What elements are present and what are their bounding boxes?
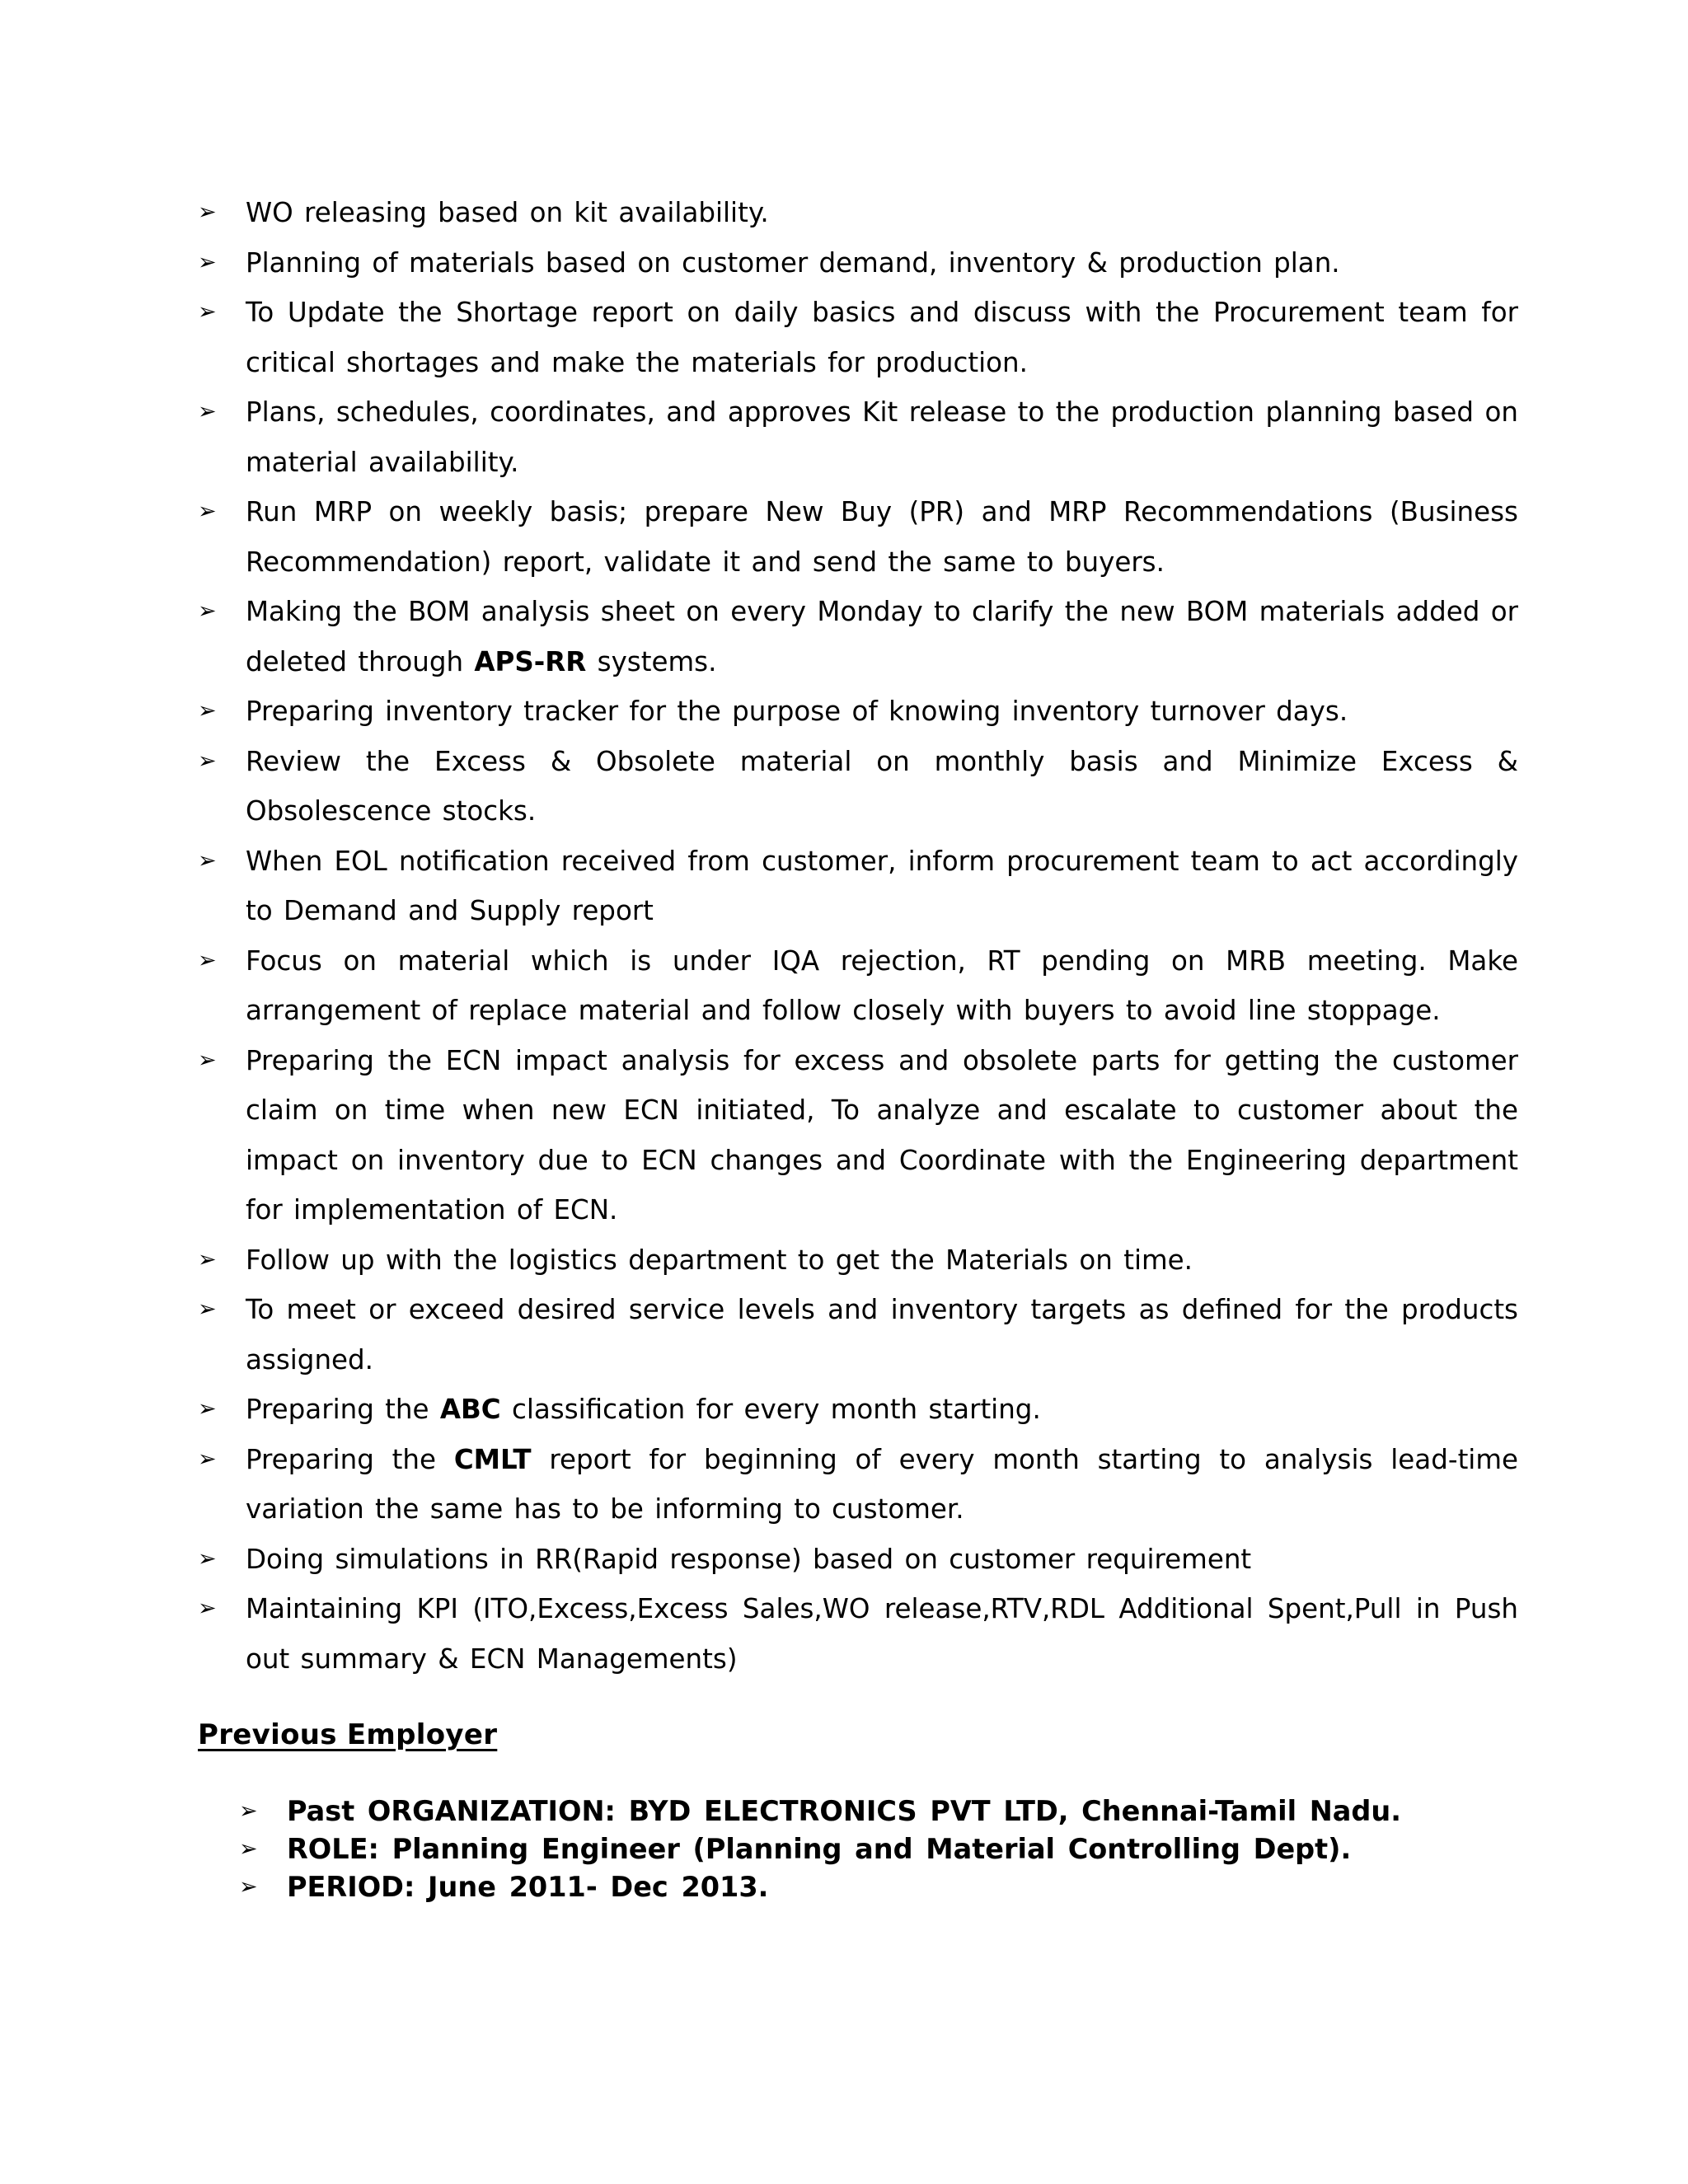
list-item-text: Planning of materials based on customer demand, inventory & production plan. bbox=[246, 246, 1340, 279]
list-item bbox=[198, 387, 1518, 487]
list-item bbox=[198, 238, 1518, 288]
arrow-bullet-icon: ➢ bbox=[198, 1047, 217, 1073]
list-item bbox=[198, 487, 1518, 587]
list-item bbox=[198, 1435, 1518, 1535]
arrow-bullet-icon: ➢ bbox=[198, 1545, 217, 1572]
list-item bbox=[198, 936, 1518, 1036]
arrow-bullet-icon: ➢ bbox=[198, 748, 217, 774]
list-item-text: Preparing the ECN impact analysis for excess and obsolete parts for getting the customer claim on time when new ECN initiated, To analyze and escalate to customer about the impact on inventory due to ECN changes and Coordinate with the Engineering department for implementation of ECN. bbox=[246, 1044, 1518, 1226]
list-item bbox=[198, 837, 1518, 936]
arrow-bullet-icon: ➢ bbox=[239, 1798, 258, 1824]
arrow-bullet-icon: ➢ bbox=[239, 1874, 258, 1900]
text-segment: Preparing the bbox=[246, 1394, 440, 1425]
arrow-bullet-icon: ➢ bbox=[198, 847, 217, 874]
list-item-text: Focus on material which is under IQA rejection, RT pending on MRB meeting. Make arrangement of replace material and follow closely with buyers to avoid line stoppage. bbox=[246, 944, 1518, 1026]
text-segment: Making the BOM analysis sheet on every Monday to clarify the new BOM materials added or deleted through bbox=[246, 596, 1518, 677]
arrow-bullet-icon: ➢ bbox=[198, 199, 217, 225]
list-item bbox=[198, 587, 1518, 687]
arrow-bullet-icon: ➢ bbox=[198, 249, 217, 275]
arrow-bullet-icon: ➢ bbox=[198, 399, 217, 424]
arrow-bullet-icon: ➢ bbox=[198, 947, 217, 973]
list-item-text: Plans, schedules, coordinates, and approves Kit release to the production planning based on material availability. bbox=[246, 396, 1518, 478]
list-item-text bbox=[246, 1444, 1518, 1526]
text-segment: report for beginning of every month starting to analysis lead-time variation the same has to be informing to customer. bbox=[246, 1443, 1518, 1525]
employer-period bbox=[239, 1868, 1401, 1906]
list-item bbox=[198, 737, 1518, 837]
previous-employer-list bbox=[239, 1793, 1401, 1906]
arrow-bullet-icon: ➢ bbox=[198, 499, 217, 524]
text-segment: Preparing the bbox=[246, 1443, 454, 1475]
arrow-bullet-icon: ➢ bbox=[198, 1296, 217, 1322]
arrow-bullet-icon: ➢ bbox=[198, 1396, 217, 1422]
list-item-text: When EOL notification received from customer, inform procurement team to act accordingly to Demand and Supply report bbox=[246, 845, 1518, 926]
list-item-text: To meet or exceed desired service levels and inventory targets as defined for the products assigned. bbox=[246, 1294, 1518, 1376]
list-item-text: Follow up with the logistics department to get the Materials on time. bbox=[246, 1244, 1193, 1276]
text-segment: classification for every month starting. bbox=[500, 1394, 1041, 1425]
employer-organization bbox=[239, 1793, 1401, 1830]
previous-employer-heading: Previous Employer bbox=[198, 1718, 498, 1751]
employer-role-text: ROLE: Planning Engineer (Planning and Material Controlling Dept). bbox=[287, 1833, 1352, 1865]
list-item bbox=[198, 1036, 1518, 1235]
list-item-text: WO releasing based on kit availability. bbox=[246, 197, 769, 228]
employer-organization-text: Past ORGANIZATION: BYD ELECTRONICS PVT LTD, Chennai-Tamil Nadu. bbox=[287, 1795, 1401, 1827]
list-item bbox=[198, 1285, 1518, 1385]
list-item bbox=[198, 687, 1518, 737]
list-item bbox=[198, 1535, 1518, 1585]
bold-term: APS-RR bbox=[474, 645, 587, 677]
list-item-text bbox=[246, 596, 1518, 677]
arrow-bullet-icon: ➢ bbox=[198, 598, 217, 624]
responsibilities-list bbox=[198, 188, 1518, 1684]
bold-term: ABC bbox=[439, 1394, 501, 1425]
arrow-bullet-icon: ➢ bbox=[239, 1836, 258, 1862]
employer-period-text: PERIOD: June 2011- Dec 2013. bbox=[287, 1871, 769, 1903]
arrow-bullet-icon: ➢ bbox=[198, 698, 217, 724]
list-item bbox=[198, 1385, 1518, 1435]
arrow-bullet-icon: ➢ bbox=[198, 1446, 217, 1472]
employer-role bbox=[239, 1830, 1401, 1868]
arrow-bullet-icon: ➢ bbox=[198, 1596, 217, 1621]
list-item-text: Doing simulations in RR(Rapid response) based on customer requirement bbox=[246, 1543, 1252, 1575]
bold-term: CMLT bbox=[453, 1443, 532, 1475]
text-segment: systems. bbox=[586, 645, 717, 677]
list-item-text: To Update the Shortage report on daily basics and discuss with the Procurement team for critical shortages and make the materials for production. bbox=[246, 297, 1518, 378]
arrow-bullet-icon: ➢ bbox=[198, 1246, 217, 1272]
list-item-text: Maintaining KPI (ITO,Excess,Excess Sales,WO release,RTV,RDL Additional Spent,Pull in Push out summary & ECN Managements) bbox=[246, 1593, 1518, 1675]
list-item bbox=[198, 188, 1518, 238]
list-item-text bbox=[246, 1394, 1041, 1425]
arrow-bullet-icon: ➢ bbox=[198, 299, 217, 325]
list-item bbox=[198, 288, 1518, 387]
list-item-text: Preparing inventory tracker for the purpose of knowing inventory turnover days. bbox=[246, 696, 1348, 727]
list-item bbox=[198, 1235, 1518, 1286]
list-item-text: Review the Excess & Obsolete material on monthly basis and Minimize Excess & Obsolescence stocks. bbox=[246, 745, 1518, 827]
list-item bbox=[198, 1584, 1518, 1684]
list-item-text: Run MRP on weekly basis; prepare New Buy (PR) and MRP Recommendations (Business Recommendation) report, validate it and send the same to buyers. bbox=[246, 496, 1518, 578]
